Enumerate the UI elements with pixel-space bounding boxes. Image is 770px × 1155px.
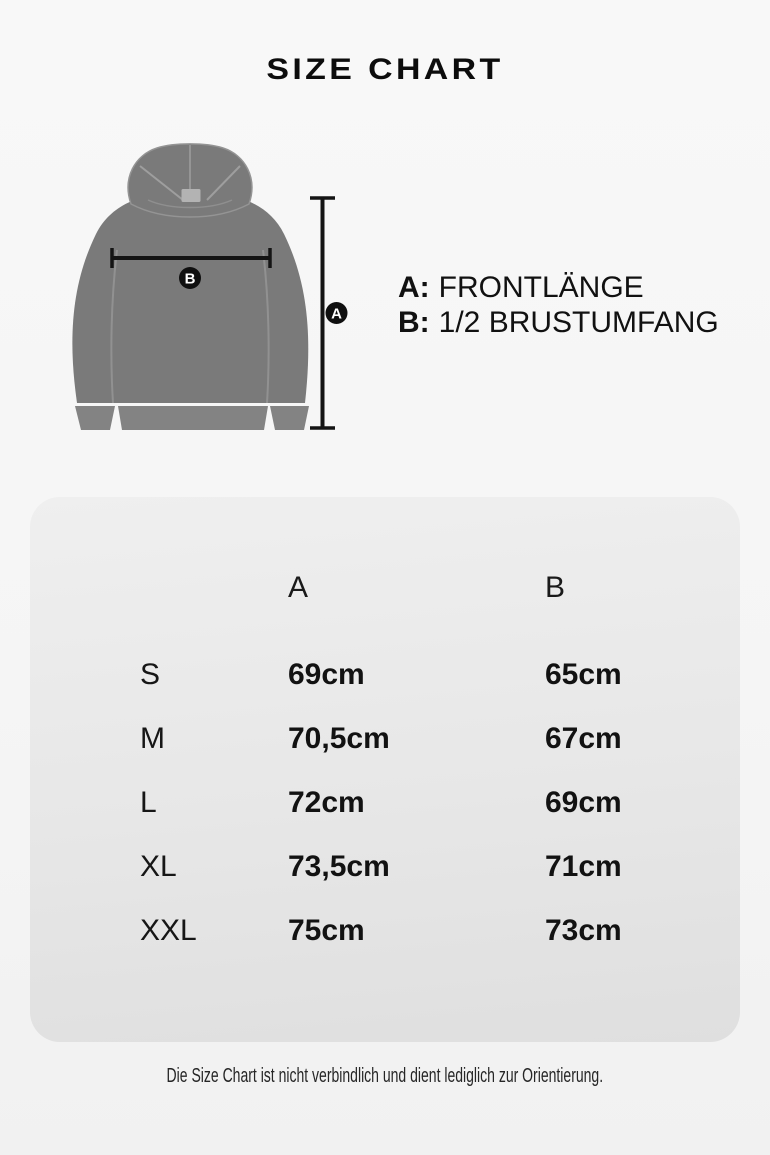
table-header-row xyxy=(140,568,710,608)
hoodie-cuff-left xyxy=(75,406,115,430)
table-row xyxy=(140,899,710,963)
table-row xyxy=(140,707,710,771)
marker-a-letter: A xyxy=(331,305,342,323)
table-row xyxy=(140,643,710,707)
legend-item-b xyxy=(398,305,719,340)
legend-label-b: 1/2 BRUSTUMFANG xyxy=(438,305,719,339)
page-title xyxy=(0,50,770,87)
value-a: 69cm xyxy=(288,658,365,691)
size-label: M xyxy=(140,722,165,755)
table-row xyxy=(140,771,710,835)
size-label: XL xyxy=(140,850,177,883)
neck-label xyxy=(182,189,201,202)
legend-label-a: FRONTLÄNGE xyxy=(438,270,644,304)
size-label: S xyxy=(140,658,161,691)
value-a: 75cm xyxy=(288,914,365,947)
hoodie-hem xyxy=(118,406,268,430)
value-b: 67cm xyxy=(545,722,622,755)
marker-b-letter: B xyxy=(184,270,196,288)
measurement-legend xyxy=(398,270,719,340)
size-label: XXL xyxy=(140,914,197,947)
value-b: 71cm xyxy=(545,850,622,883)
hoodie-body xyxy=(72,195,308,403)
disclaimer-text: Die Size Chart ist nicht verbindlich und dient lediglich zur Orientierung. xyxy=(166,1065,604,1087)
value-a: 73,5cm xyxy=(288,850,390,883)
column-header-b: B xyxy=(545,571,566,604)
value-b: 65cm xyxy=(545,658,622,691)
size-table xyxy=(140,568,710,963)
value-b: 69cm xyxy=(545,786,622,819)
size-table-panel xyxy=(30,497,740,1042)
hoodie-diagram xyxy=(60,140,360,440)
value-a: 72cm xyxy=(288,786,365,819)
column-header-a: A xyxy=(288,571,309,604)
value-b: 73cm xyxy=(545,914,622,947)
hoodie-cuff-right xyxy=(270,406,309,430)
page-title-text: SIZE CHART xyxy=(266,53,504,86)
legend-key-a: A: xyxy=(398,270,430,304)
size-label: L xyxy=(140,786,157,819)
value-a: 70,5cm xyxy=(288,722,390,755)
hoodie-figure xyxy=(60,140,360,440)
legend-item-a xyxy=(398,270,719,305)
legend-key-b: B: xyxy=(398,305,430,339)
disclaimer xyxy=(0,1065,770,1087)
table-row xyxy=(140,835,710,899)
